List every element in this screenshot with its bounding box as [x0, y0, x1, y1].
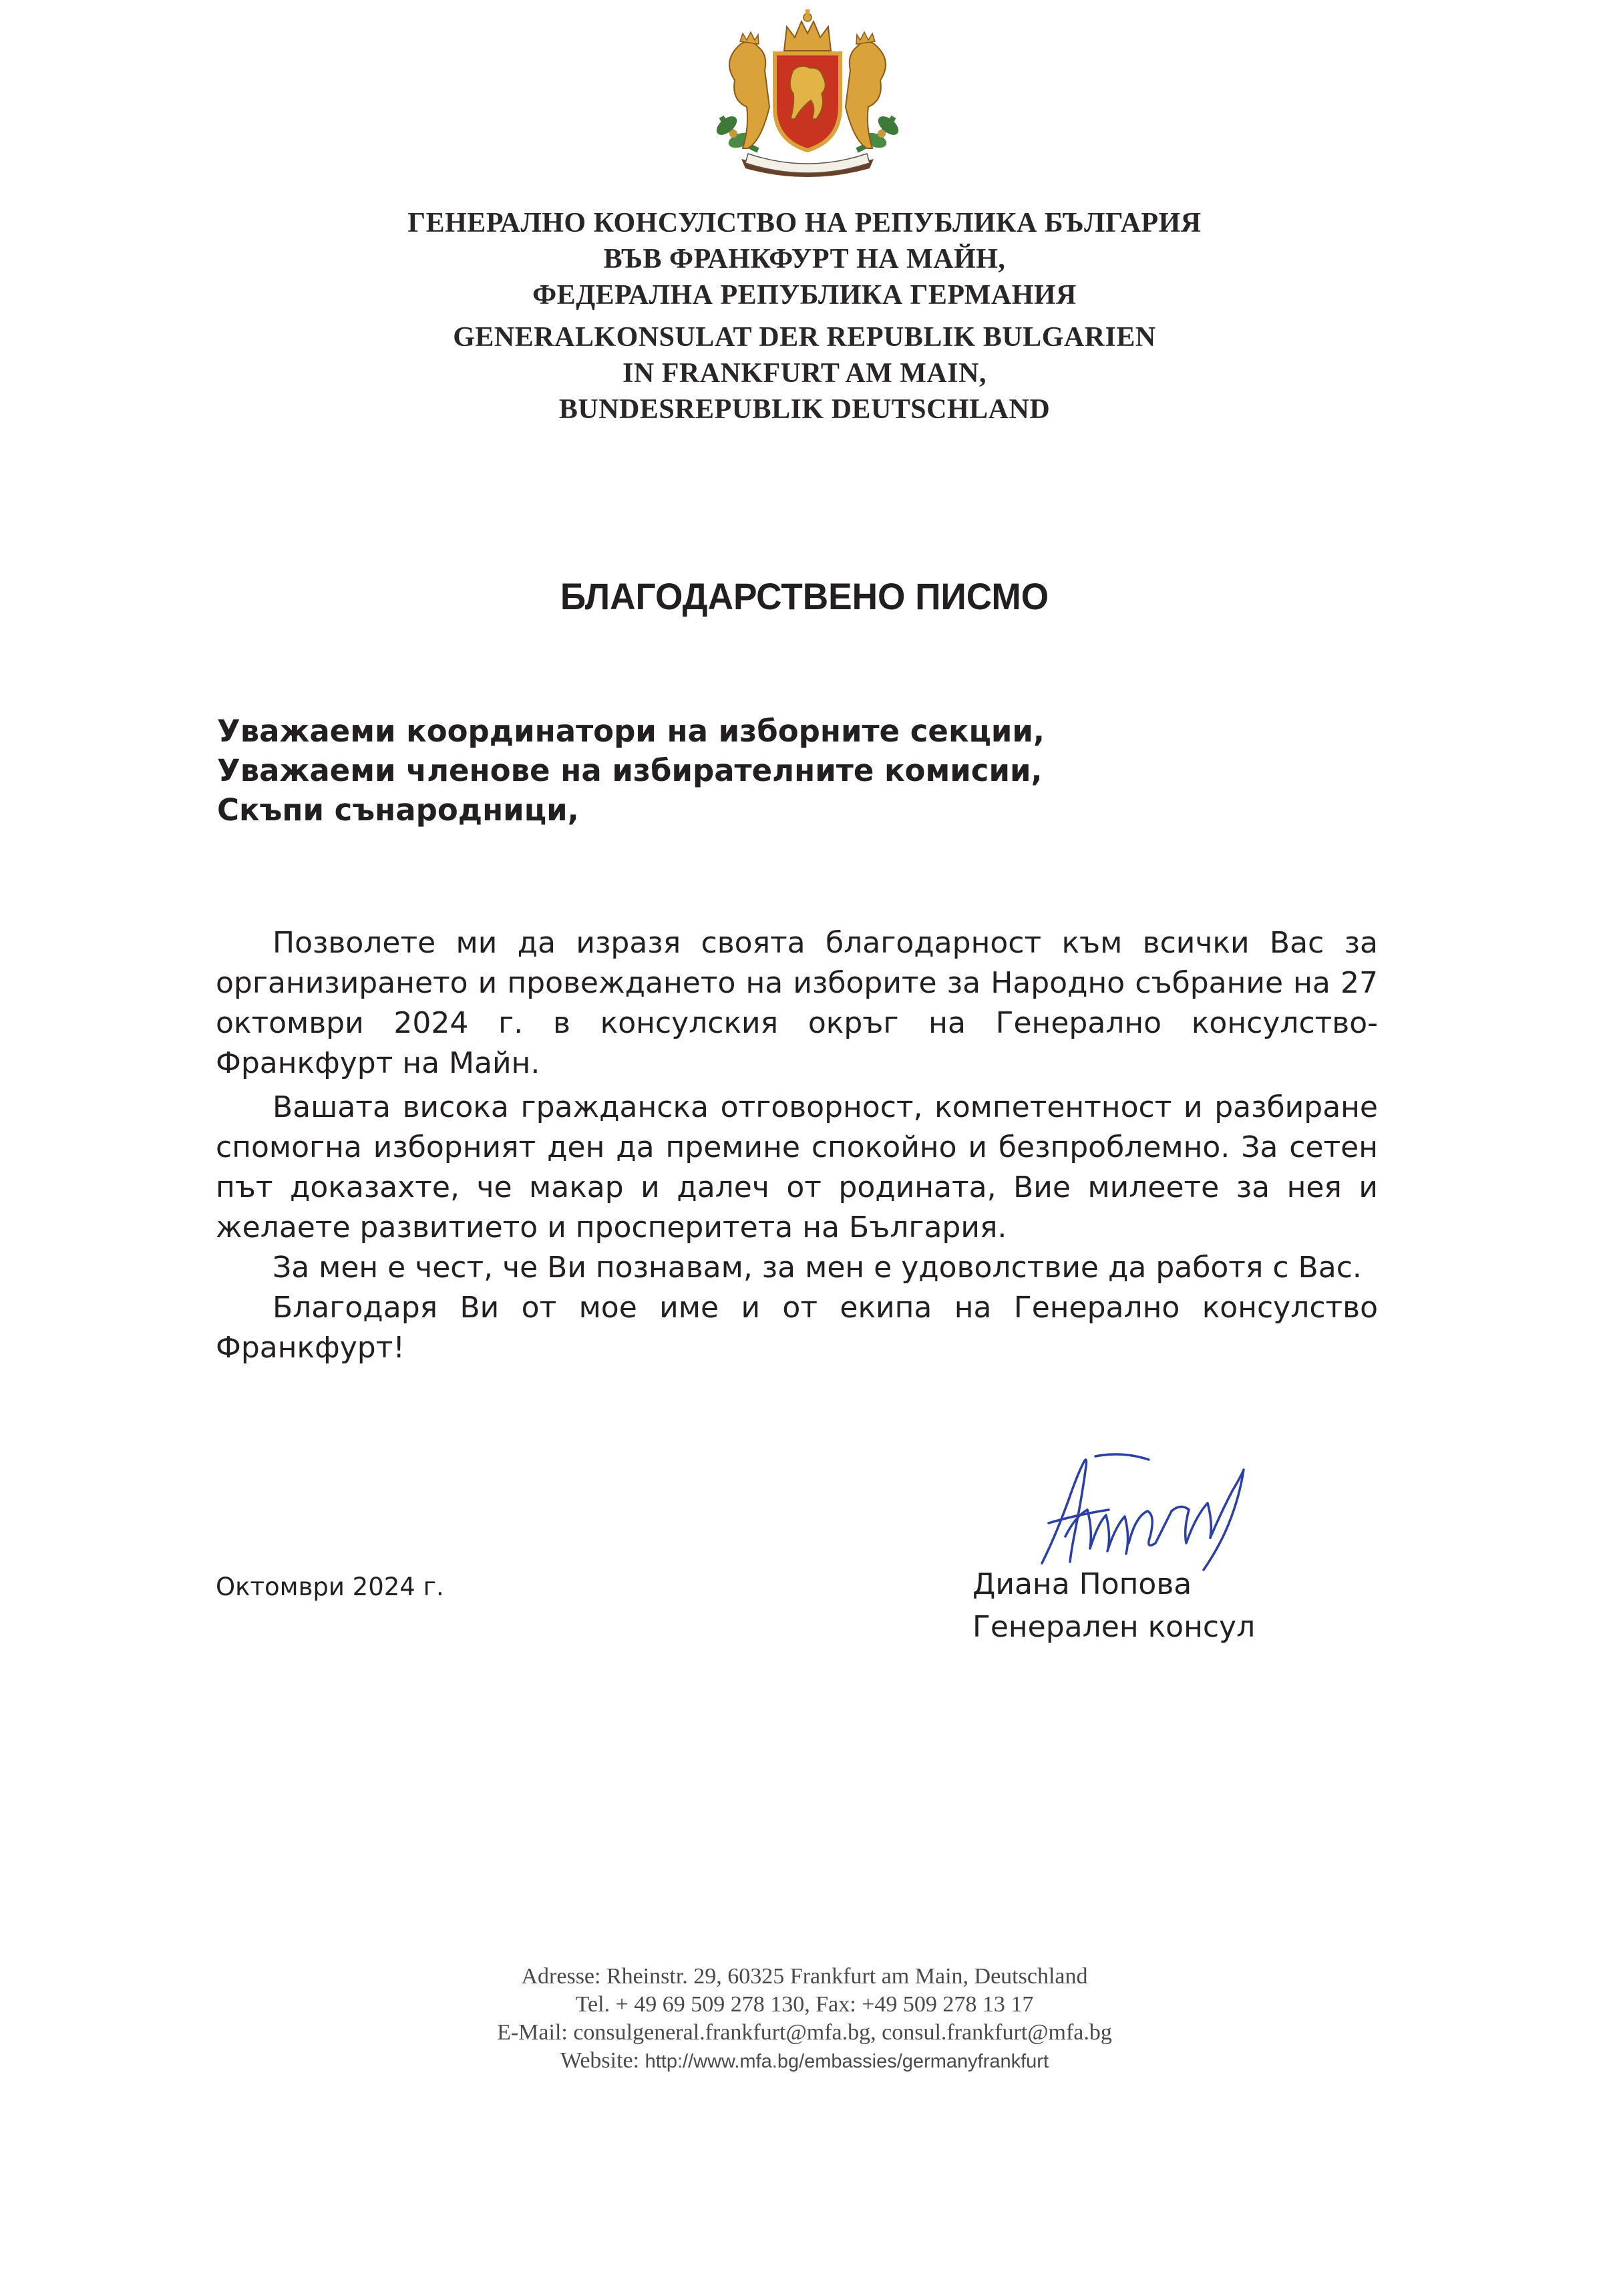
footer-address: Adresse: Rheinstr. 29, 60325 Frankfurt am Main, Deutschland [521, 1964, 1088, 1989]
letter-date: Октомври 2024 г. [216, 1573, 444, 1601]
letterhead-line: BUNDESREPUBLIK DEUTSCHLAND [558, 394, 1051, 425]
letter-title: БЛАГОДАРСТВЕНО ПИСМО [560, 575, 1049, 617]
footer-email: E-Mail: consulgeneral.frankfurt@mfa.bg, consul.frankfurt@mfa.bg [497, 2020, 1112, 2045]
coat-of-arms-emblem [695, 7, 920, 190]
body-paragraph: За мен е чест, че Ви познавам, за мен е удоволствие да работя с Вас. [273, 1251, 1362, 1285]
body-paragraph: Благодаря Ви от мое име и от екипа на Генерално консулство Франкфурт! [216, 1291, 1378, 1365]
signer-position: Генерален консул [972, 1610, 1256, 1644]
salutation [217, 711, 1045, 830]
footer-website-link[interactable]: http://www.mfa.bg/embassies/germanyfrankfurt [645, 2051, 1049, 2072]
letterhead-line: ВЪВ ФРАНКФУРТ НА МАЙН, [603, 244, 1006, 275]
letterhead-line: GENERALKONSULAT DER REPUBLIK BULGARIEN [453, 322, 1156, 353]
footer-phone: Tel. + 49 69 509 278 130, Fax: +49 509 278 13 17 [575, 1992, 1034, 2017]
letterhead-line: ФЕДЕРАЛНА РЕПУБЛИКА ГЕРМАНИЯ [532, 280, 1077, 311]
salutation-line: Уважаеми координатори на изборните секции, [217, 713, 1045, 749]
footer-website [0, 2047, 1609, 2076]
letterhead-german [0, 319, 1609, 428]
footer-website-label: Website: [560, 2048, 640, 2073]
signer-name: Диана Попова [972, 1567, 1192, 1601]
salutation-line: Скъпи сънародници, [217, 792, 579, 828]
letterhead-line: IN FRANKFURT AM MAIN, [622, 358, 987, 389]
letter-body [216, 923, 1378, 1368]
letterhead-line: ГЕНЕРАЛНО КОНСУЛСТВО НА РЕПУБЛИКА БЪЛГАРИЯ [407, 208, 1202, 238]
letter-footer [0, 1963, 1609, 2076]
handwritten-signature [1029, 1436, 1269, 1577]
body-paragraph: Позволете ми да изразя своята благодарност към всички Вас за организирането и провеждането на изборите за Народно събрание на 27 октомври 2024 г. в консулския окръг на Генерално консулство-Франкфурт на Майн. [216, 926, 1378, 1080]
signer-block [972, 1563, 1255, 1649]
salutation-line: Уважаеми членове на избирателните комисии, [217, 753, 1043, 788]
letterhead-bulgarian [0, 205, 1609, 313]
body-paragraph: Вашата висока гражданска отговорност, компетентност и разбиране спомогна изборният ден да премине спокойно и безпроблемно. За сетен път доказахте, че макар и далеч от родината, Вие милеете за нея и желаете развитието и просперитета на България. [216, 1090, 1378, 1245]
